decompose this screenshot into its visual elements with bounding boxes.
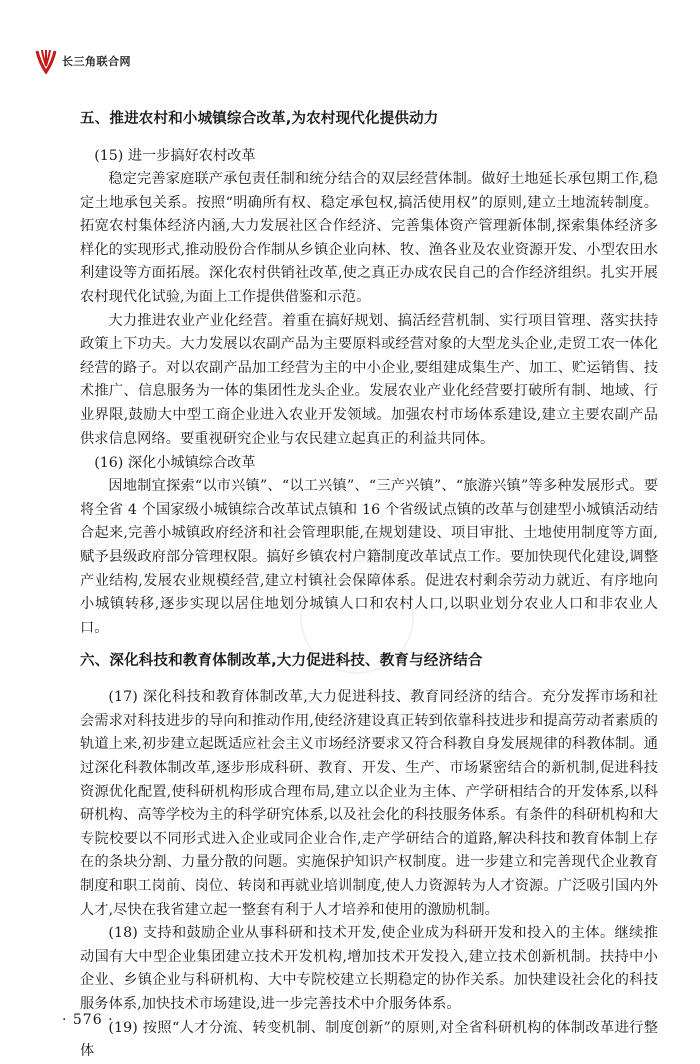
subsection-15-title: (15) 进一步搞好农村改革	[94, 148, 256, 164]
section-5-title: 五、推进农村和小城镇综合改革,为农村现代化提供动力	[80, 111, 439, 127]
paragraph-17: (17) 深化科技和教育体制改革,大力促进科技、教育同经济的结合。充分发挥市场和社会需求对科技进步的导向和推动作用,使经济建设真正转到依靠科技进步和提高劳动者素质的轨道上来,初步建立起既适应社会主义市场经济要求又符合科教自身发展规律的科教体制。通过深化科教体制改革,逐步形成科研、教育、开发、生产、市场紧密结合的新机制,促进科技资源优化配置,使科研机构形成合理布局,建立以企业为主体、产学研相结合的开发体系,以科研机构、高等学校为主的科学研究体系,以及社会化的科技服务体系。有条件的科研机构和大专院校要以不同形式进入企业或同企业合作,走产学研结合的道路,解决科技和教育体制上存在的条块分割、力量分散的问题。实施保护知识产权制度。进一步建立和完善现代企业教育制度和职工岗前、岗位、转岗和再就业培训制度,使人力资源转为人才资源。广泛吸引国内外人才,尽快在我省建立起一整套有利于人才培养和使用的激励机制。	[80, 689, 658, 918]
page-number: · 576 ·	[62, 1012, 114, 1028]
paragraph-18: (18) 支持和鼓励企业从事科研和技术开发,使企业成为科研开发和投入的主体。继续推动国有大中型企业集团建立技术开发机构,增加技术开发投入,建立技术创新机制。扶持中小企业、乡镇企业与科研机构、大中专院校建立长期稳定的协作关系。加快建设社会化的科技服务体系,加快技术市场建设,进一步完善技术中介服务体系。	[80, 925, 658, 1012]
document-body	[80, 108, 658, 1064]
paragraph-15a: 稳定完善家庭联产承包责任制和统分结合的双层经营体制。做好土地延长承包期工作,稳定土地承包关系。按照“明确所有权、稳定承包权,搞活使用权”的原则,建立土地流转制度。拓宽农村集体经济内涵,大力发展社区合作经济、完善集体资产管理新体制,探索集体经济多样化的实现形式,推动股份合作制从乡镇企业向林、牧、渔各业及农业资源开发、小型农田水利建设等方面拓展。深化农村供销社改革,使之真正办成农民自己的合作经济组织。扎实开展农村现代化试验,为面上工作提供借鉴和示范。	[80, 171, 658, 305]
section-6-title: 六、深化科技和教育体制改革,大力促进科技、教育与经济结合	[80, 653, 483, 670]
paragraph-19: (19) 按照“人才分流、转变机制、制度创新”的原则,对全省科研机构的体制改革进行整体	[80, 1019, 658, 1060]
logo-icon	[34, 48, 58, 74]
subsection-16-title: (16) 深化小城镇综合改革	[94, 455, 256, 472]
paragraph-15b: 大力推进农业产业化经营。着重在搞好规划、搞活经营机制、实行项目管理、落实扶持政策上下功夫。大力发展以农副产品为主要原料或经营对象的大型龙头企业,走贸工农一体化经营的路子。对以农副产品加工经营为主的中小企业,要组建成集生产、加工、贮运销售、技术推广、信息服务为一体的集团性龙头企业。发展农业产业化经营要打破所有制、地域、行业界限,鼓励大中型工商企业进入农业开发领域。加强农村市场体系建设,建立主要农副产品供求信息网络。要重视研究企业与农民建立起真正的利益共同体。	[80, 312, 658, 447]
site-logo	[34, 48, 131, 74]
logo-text: 长三角联合网	[62, 55, 131, 68]
paragraph-16: 因地制宜探索“以市兴镇”、“以工兴镇”、“三产兴镇”、“旅游兴镇”等多种发展形式。要将全省 4 个国家级小城镇综合改革试点镇和 16 个省级试点镇的改革与创建型小城镇活动结合起来,完善小城镇政府经济和社会管理职能,在规划建设、项目审批、土地使用制度等方面,赋予县级政府部分管理权限。搞好乡镇农村户籍制度改革试点工作。要加快现代化建设,调整产业结构,发展农业规模经营,建立村镇社会保障体系。促进农村剩余劳动力就近、有序地向小城镇转移,逐步实现以居住地划分城镇人口和农村人口,以职业划分农业人口和非农业人口。	[80, 478, 658, 636]
